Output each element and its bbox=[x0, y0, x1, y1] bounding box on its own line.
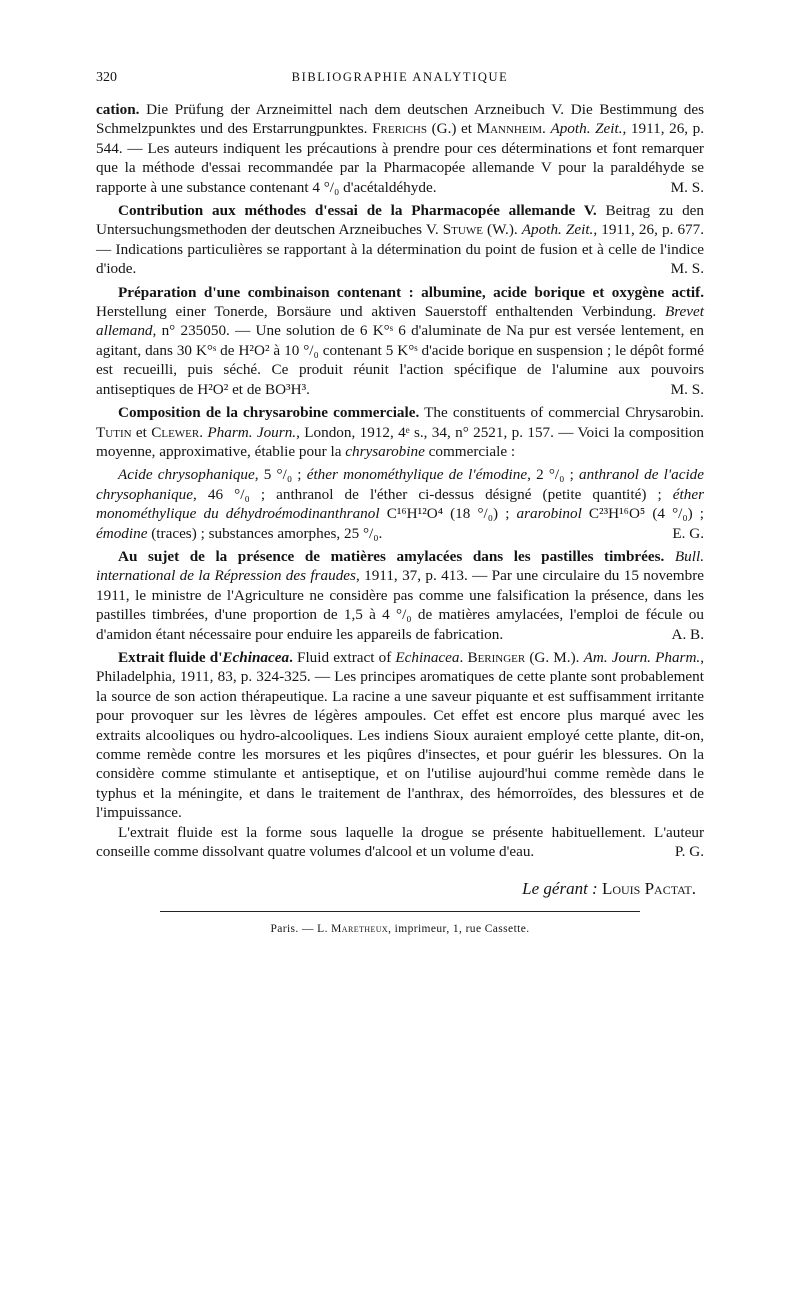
entry-reference: , Philadelphia, 1911, 83, p. 324-325. — Les principes aromatiques de cette plante sont probablement la source de son action thérapeutique. La racine a une saveur piquante et est suffisamment irritante pour provoquer sur les lèvres de légères ampoules. Cet effet est encore plus marqué avec les extraits alcooliques ou hydro-alcooliques. Les indiens Sioux auraient employé cette plante, dit-on, comme remède contre les morsures et les piqûres d'insectes, et pour guérir les blessures. On la considère comme stimulante et antiseptique, et on l'utilise aujourd'hui comme remède dans le typhus et la méningite, et dans le traitement de l'anthrax, des hémorroïdes, des blessures et de l'impuissance. bbox=[96, 648, 705, 822]
running-title: BIBLIOGRAPHIE ANALYTIQUE bbox=[291, 70, 509, 84]
printer-name: Maretheux bbox=[331, 922, 389, 935]
compound-value: , 46 °/₀ ; anthranol de l'éther ci-dessus désigné (petite quantité) ; bbox=[193, 485, 662, 503]
gerant-end: . bbox=[691, 879, 696, 899]
entry-reference: , 1911, 26, p. 544. — Les auteurs indiquent les précautions à prendre pour ces déterminations et font remarquer que la méthode d'essai recommandée par la Pharmacopée allemande V pour la paraldéhyde se rapporte à une substance contenant 4 °/₀ d'acétaldéhyde. bbox=[96, 120, 705, 196]
entry-paragraph bbox=[96, 283, 704, 399]
author-name: Stuwe bbox=[442, 221, 483, 239]
entry-paragraph bbox=[96, 100, 704, 197]
entry-text: L'extrait fluide est la forme sous laquelle la drogue se présente habituellement. L'auteur conseille comme dissolvant quatre volumes d'alcool et un volume d'eau. bbox=[96, 823, 704, 861]
entry-paragraph bbox=[96, 201, 704, 279]
printer-text: Paris. — L. bbox=[270, 922, 328, 935]
entry-reference: , London, 1912, 4ᵉ s., 34, n° 2521, p. 157. — Voici la composition moyenne, approximative, établie pour la bbox=[96, 423, 705, 460]
page-number: 320 bbox=[96, 70, 117, 85]
journal-name: Apoth. Zeit. bbox=[521, 221, 594, 239]
compound-name: éther monométhylique du déhydroémodinanthranol bbox=[96, 485, 704, 523]
journal-name: Pharm. Journ. bbox=[207, 423, 297, 441]
gerant-label: Le gérant : bbox=[522, 879, 598, 899]
entry-text: . bbox=[459, 648, 464, 666]
entry-reference: , n° 235050. — Une solution de 6 K°ˢ 6 d'aluminate de Na pur est versée lentement, en agitant, dans 30 K°ˢ de H²O² à 10 °/₀ contenant 5 K°ˢ d'acide borique en suspension ; le dépôt formé est recueilli, puis séché. Ce produit réunit l'action spécifique de l'alumine aux pouvoirs antiseptiques de H²O² et de BO³H³. bbox=[96, 322, 704, 398]
entry-title: . bbox=[289, 648, 293, 666]
author-name: Frerichs bbox=[372, 120, 427, 138]
page bbox=[96, 64, 704, 939]
compound-value: , 2 °/₀ ; bbox=[527, 466, 574, 484]
entry-title-italic: Echinacea bbox=[222, 648, 290, 666]
compound-value: C²³H¹⁶O⁵ (4 °/₀) ; bbox=[588, 505, 705, 523]
compound-name: Acide chrysophanique bbox=[118, 466, 255, 484]
gerant-line bbox=[96, 879, 704, 898]
entry-text: (W.). bbox=[487, 221, 518, 239]
entry-text: . bbox=[542, 120, 546, 138]
compound-value: , 5 °/₀ ; bbox=[254, 466, 302, 484]
gerant-name: Louis Pactat bbox=[601, 879, 692, 899]
footer-divider bbox=[160, 911, 640, 912]
compound-value: C¹⁶H¹²O⁴ (18 °/₀) ; bbox=[386, 505, 510, 523]
journal-name: Am. Journ. Pharm. bbox=[583, 648, 701, 666]
entry-title: Contribution aux méthodes d'essai de la Pharmacopée allemande V. bbox=[118, 202, 597, 220]
patent-name: Brevet allemand bbox=[96, 303, 705, 340]
compound-name: éther monométhylique de l'émodine bbox=[306, 466, 528, 484]
entry-text: . bbox=[199, 423, 204, 441]
compound-value: (traces) ; substances amorphes, 25 °/₀. bbox=[151, 524, 383, 542]
entry-paragraph bbox=[96, 648, 704, 823]
running-header bbox=[96, 64, 704, 86]
entry-signature: A. B. bbox=[671, 625, 704, 643]
entry-title: Préparation d'une combinaison contenant : albumine, acide borique et oxygène actif. bbox=[118, 283, 704, 301]
entry-text: Fluid extract of bbox=[297, 648, 392, 666]
entry-term: Echinacea bbox=[395, 648, 460, 666]
entry-text: (G. M.). bbox=[529, 648, 580, 666]
entry-text: Beitrag zu den Untersuchungsmethoden der deutschen Arzneibuches V. bbox=[96, 202, 704, 239]
entry-text: Herstellung einer Tonerde, Borsäure und aktiven Sauerstoff enthaltenden Verbindung. bbox=[96, 303, 657, 321]
entry-text: (G.) et bbox=[431, 120, 472, 138]
entry-signature: M. S. bbox=[670, 380, 704, 398]
entry-term: chrysarobine bbox=[345, 442, 425, 460]
entry-paragraph bbox=[96, 547, 704, 644]
printer-text: , imprimeur, 1, rue Cassette. bbox=[388, 922, 530, 935]
entry-signature: P. G. bbox=[674, 843, 704, 861]
author-name: Beringer bbox=[467, 648, 526, 666]
entry-text: The constituents of commercial Chrysarobin. bbox=[424, 404, 704, 422]
entry-title: cation. bbox=[96, 101, 140, 118]
entry-signature: E. G. bbox=[672, 524, 704, 542]
composition-paragraph bbox=[96, 465, 704, 543]
entry-text: commerciale : bbox=[428, 442, 516, 460]
entry-signature: M. S. bbox=[670, 260, 704, 278]
author-name: Tutin bbox=[96, 423, 132, 441]
printer-line bbox=[96, 920, 704, 939]
entry-paragraph bbox=[96, 823, 704, 862]
entry-title: Au sujet de la présence de matières amylacées dans les pastilles timbrées. bbox=[118, 547, 665, 565]
entry-title: Composition de la chrysarobine commerciale. bbox=[118, 404, 420, 422]
compound-name: émodine bbox=[96, 524, 148, 542]
entry-reference: , 1911, 37, p. 413. — Par une circulaire du 15 novembre 1911, le ministre de l'Agriculture ne considère pas comme une falsification la présence, dans les pastilles timbrées, d'une proportion de 1,5 à 4 °/₀ de matières amylacées, l'emploi de fécule ou d'amidon étant nécessaire pour enduire les appareils de fabrication. bbox=[96, 567, 704, 643]
entry-text: et bbox=[135, 423, 147, 441]
compound-name: ararobinol bbox=[516, 505, 582, 523]
author-name: Mannheim bbox=[476, 120, 543, 138]
entry-title: Extrait fluide d' bbox=[118, 648, 223, 666]
entry-reference: , 1911, 26, p. 677. — Indications particulières se rapportant à la détermination du point de fusion et à celle de l'indice d'iode. bbox=[96, 221, 705, 278]
entry-text: Die Prüfung der Arzneimittel nach dem deutschen Arzneibuch V. Die Bestimmung des Schmelzpunktes und des Erstarrungpunktes. bbox=[96, 101, 705, 138]
author-name: Clewer bbox=[151, 423, 200, 441]
compound-name: anthranol de l'acide chrysophanique bbox=[96, 466, 705, 503]
journal-name: Bull. international de la Répression des fraudes bbox=[96, 547, 704, 585]
entry-paragraph bbox=[96, 403, 704, 461]
journal-name: Apoth. Zeit. bbox=[550, 120, 623, 138]
entry-signature: M. S. bbox=[670, 178, 704, 196]
